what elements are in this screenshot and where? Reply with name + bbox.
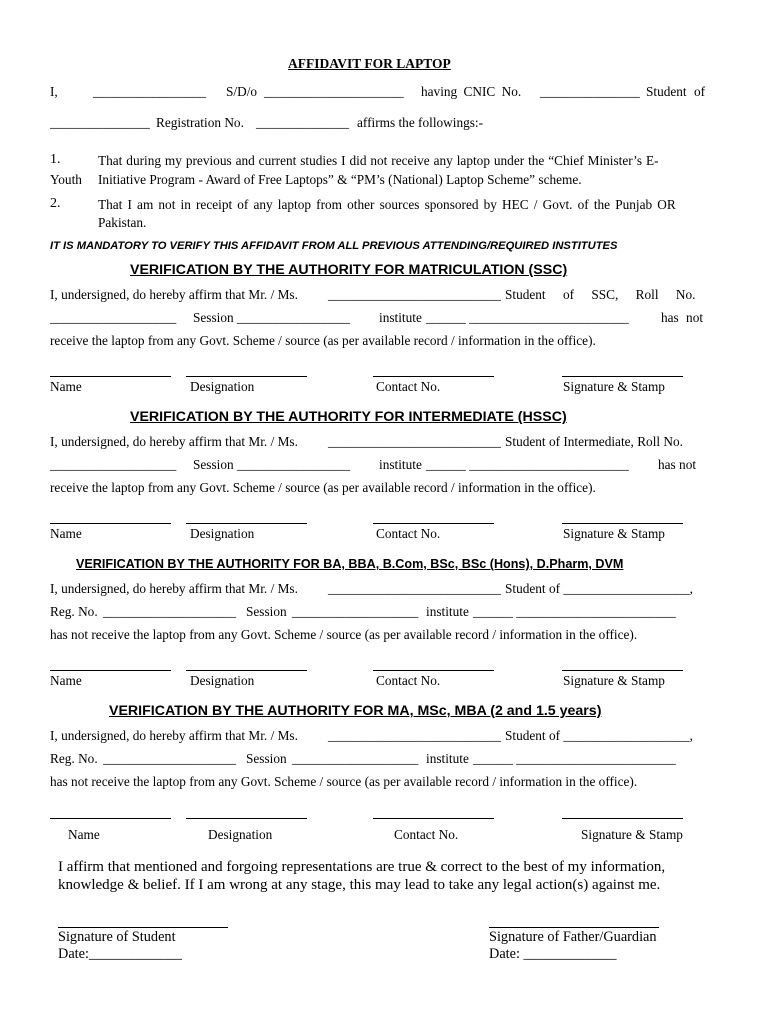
cnic-blank[interactable]: _______________: [540, 84, 640, 99]
cnic-label: having CNIC No.: [421, 84, 522, 99]
hssc-institute-blank[interactable]: ______ ________________________: [426, 457, 629, 472]
graduation-session-blank[interactable]: ___________________: [292, 604, 419, 619]
guardian-signature-line: [489, 927, 659, 928]
graduation-contact-line: [373, 670, 494, 671]
ssc-session-blank[interactable]: _________________: [237, 310, 351, 325]
graduation-signature-line: [562, 670, 683, 671]
registration-label: Registration No.: [156, 115, 244, 130]
graduation-heading: VERIFICATION BY THE AUTHORITY FOR BA, BBA, B.Com, BSc, BSc (Hons), D.Pharm, DVM: [76, 557, 624, 571]
masters-student-name-blank[interactable]: __________________________: [328, 728, 501, 743]
graduation-institute-label: institute: [426, 604, 469, 619]
graduation-contact-label: Contact No.: [376, 673, 441, 688]
affirmation-line-1: I affirm that mentioned and forgoing representations are true & correct to the best of my information,: [58, 859, 666, 875]
point-1-line2: Initiative Program - Award of Free Laptops” & “PM’s (National) Laptop Scheme” scheme.: [98, 172, 582, 187]
student-of-label: Student of: [646, 84, 706, 99]
point-2-line2: Pakistan.: [98, 215, 147, 230]
graduation-student-name-blank[interactable]: __________________________: [328, 581, 501, 596]
ssc-institute-blank[interactable]: ______ ________________________: [426, 310, 629, 325]
hssc-name-line: [50, 523, 171, 524]
masters-reg-blank[interactable]: ____________________: [103, 751, 236, 766]
graduation-institute-blank[interactable]: ______ ________________________: [473, 604, 676, 619]
ssc-designation-label: Designation: [190, 379, 255, 394]
masters-designation-label: Designation: [208, 827, 273, 842]
hssc-session-label: Session: [193, 457, 234, 472]
ssc-name-label: Name: [50, 379, 82, 394]
graduation-designation-line: [186, 670, 307, 671]
hssc-institute-label: institute: [379, 457, 422, 472]
ssc-has-not: has not: [661, 310, 704, 325]
masters-student-of: Student of ___________________,: [505, 728, 694, 743]
hssc-signature-line: [562, 523, 683, 524]
guardian-signature-label: Signature of Father/Guardian: [489, 929, 657, 945]
hssc-roll-label: Student of Intermediate, Roll No.: [505, 434, 683, 449]
ssc-student-name-blank[interactable]: __________________________: [328, 287, 501, 302]
ssc-signature-line: [562, 376, 683, 377]
masters-name-line: [50, 818, 171, 819]
masters-heading: VERIFICATION BY THE AUTHORITY FOR MA, MSc, MBA (2 and 1.5 years): [109, 703, 602, 719]
hssc-signature-label: Signature & Stamp: [563, 526, 665, 541]
hssc-designation-label: Designation: [190, 526, 255, 541]
hssc-heading: VERIFICATION BY THE AUTHORITY FOR INTERMEDIATE (HSSC): [130, 409, 567, 425]
point-1-line1: That during my previous and current studies I did not receive any laptop under the “Chief Minister’s E-: [98, 153, 659, 168]
hssc-session-blank[interactable]: _________________: [237, 457, 351, 472]
graduation-reg-label: Reg. No.: [50, 604, 98, 619]
ssc-signature-label: Signature & Stamp: [563, 379, 665, 394]
student-signature-line: [58, 927, 228, 928]
masters-name-label: Name: [68, 827, 100, 842]
ssc-roll-blank[interactable]: ___________________: [50, 310, 177, 325]
hssc-receive-text: receive the laptop from any Govt. Scheme / source (as per available record / information in the office).: [50, 480, 596, 495]
ssc-receive-text: receive the laptop from any Govt. Scheme / source (as per available record / information in the office).: [50, 333, 596, 348]
hssc-student-name-blank[interactable]: __________________________: [328, 434, 501, 449]
masters-affirm-text: I, undersigned, do hereby affirm that Mr. / Ms.: [50, 728, 298, 743]
page-title: AFFIDAVIT FOR LAPTOP: [288, 56, 451, 71]
hssc-name-label: Name: [50, 526, 82, 541]
masters-session-label: Session: [246, 751, 287, 766]
masters-reg-label: Reg. No.: [50, 751, 98, 766]
student-date-field[interactable]: Date:_____________: [58, 946, 182, 962]
ssc-designation-line: [186, 376, 307, 377]
ssc-contact-line: [373, 376, 494, 377]
ssc-name-line: [50, 376, 171, 377]
point-1-number: 1.: [50, 152, 61, 167]
masters-session-blank[interactable]: ___________________: [292, 751, 419, 766]
graduation-name-label: Name: [50, 673, 82, 688]
masters-receive-text: has not receive the laptop from any Govt. Scheme / source (as per available record / information in the office).: [50, 774, 638, 789]
graduation-name-line: [50, 670, 171, 671]
graduation-session-label: Session: [246, 604, 287, 619]
affirms-label: affirms the followings:-: [357, 115, 484, 130]
hssc-affirm-text: I, undersigned, do hereby affirm that Mr. / Ms.: [50, 434, 298, 449]
graduation-signature-label: Signature & Stamp: [563, 673, 665, 688]
hssc-designation-line: [186, 523, 307, 524]
hssc-has-not: has not: [658, 457, 697, 472]
point-1-youth: Youth: [50, 172, 82, 187]
student-signature-label: Signature of Student: [58, 929, 176, 945]
mandatory-note: IT IS MANDATORY TO VERIFY THIS AFFIDAVIT FROM ALL PREVIOUS ATTENDING/REQUIRED INSTITUTES: [50, 240, 618, 252]
masters-institute-label: institute: [426, 751, 469, 766]
graduation-affirm-text: I, undersigned, do hereby affirm that Mr. / Ms.: [50, 581, 298, 596]
guardian-date-field[interactable]: Date: _____________: [489, 946, 617, 962]
graduation-designation-label: Designation: [190, 673, 255, 688]
graduation-reg-blank[interactable]: ____________________: [103, 604, 236, 619]
point-2-number: 2.: [50, 196, 61, 211]
registration-blank[interactable]: ______________: [256, 115, 350, 130]
masters-designation-line: [186, 818, 307, 819]
point-2-line1: That I am not in receipt of any laptop from other sources sponsored by HEC / Govt. of the Punjab OR: [98, 197, 676, 212]
graduation-receive-text: has not receive the laptop from any Govt. Scheme / source (as per available record / information in the office).: [50, 627, 638, 642]
ssc-roll-label: Student of SSC, Roll No.: [505, 287, 696, 302]
hssc-contact-label: Contact No.: [376, 526, 441, 541]
father-name-blank[interactable]: _____________________: [264, 84, 404, 99]
institution-blank[interactable]: _______________: [50, 115, 150, 130]
ssc-affirm-text: I, undersigned, do hereby affirm that Mr. / Ms.: [50, 287, 298, 302]
sdo-label: S/D/o: [226, 84, 258, 99]
hssc-roll-blank[interactable]: ___________________: [50, 457, 177, 472]
affirmation-line-2: knowledge & belief. If I am wrong at any stage, this may lead to take any legal action(s) against me.: [58, 877, 661, 893]
masters-institute-blank[interactable]: ______ ________________________: [473, 751, 676, 766]
masters-contact-label: Contact No.: [394, 827, 459, 842]
hssc-contact-line: [373, 523, 494, 524]
masters-signature-line: [562, 818, 683, 819]
ssc-contact-label: Contact No.: [376, 379, 441, 394]
name-blank[interactable]: _________________: [93, 84, 207, 99]
masters-contact-line: [373, 818, 494, 819]
masters-signature-label: Signature & Stamp: [581, 827, 683, 842]
graduation-student-of: Student of ___________________,: [505, 581, 694, 596]
ssc-session-label: Session: [193, 310, 234, 325]
intro-i-label: I,: [50, 84, 58, 99]
ssc-heading: VERIFICATION BY THE AUTHORITY FOR MATRICULATION (SSC): [130, 262, 568, 278]
ssc-institute-label: institute: [379, 310, 422, 325]
